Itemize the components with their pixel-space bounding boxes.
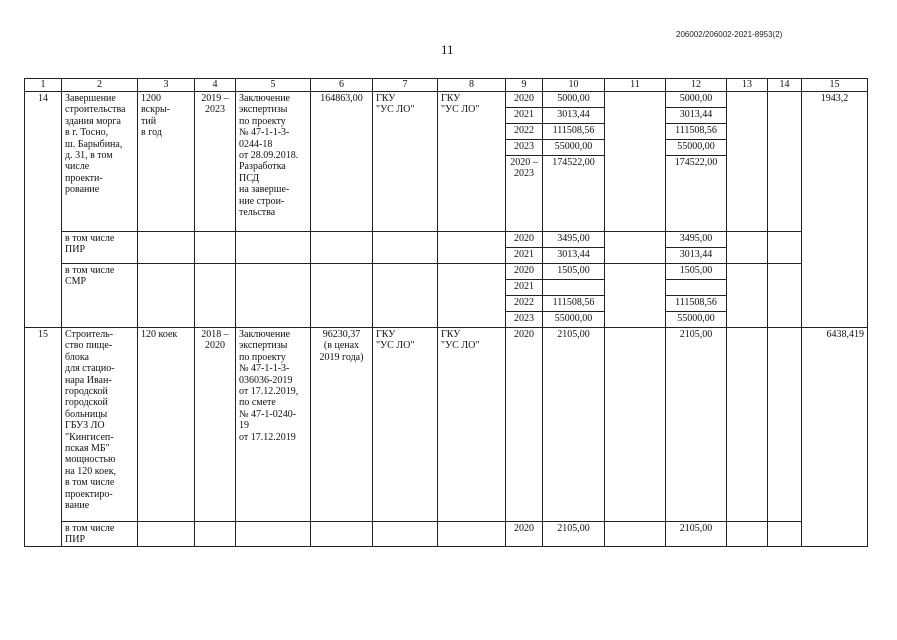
empty-cell [311, 264, 373, 328]
empty-cell [438, 264, 506, 328]
empty-cell [768, 522, 802, 547]
header-cell: 13 [727, 79, 768, 92]
empty-cell [311, 232, 373, 264]
year-cell: 2021 [506, 108, 543, 124]
empty-cell [138, 264, 195, 328]
amount-cell: 3013,44 [543, 108, 605, 124]
empty-cell [438, 232, 506, 264]
investment-table [24, 78, 868, 547]
capacity-cell: 1200 вскры- тий в год [138, 92, 195, 232]
amount-cell [666, 280, 727, 296]
empty-cell [727, 328, 768, 522]
amount-cell: 111508,56 [666, 296, 727, 312]
item-number-cell: 15 [25, 328, 62, 547]
amount-cell: 111508,56 [666, 124, 727, 140]
year-cell: 2020 [506, 264, 543, 280]
amount-cell: 5000,00 [543, 92, 605, 108]
subitem-label-cell: в том числе СМР [62, 264, 138, 328]
amount-cell: 55000,00 [666, 312, 727, 328]
amount-cell [543, 280, 605, 296]
year-cell: 2020 [506, 522, 543, 547]
empty-cell [373, 232, 438, 264]
empty-cell [605, 264, 666, 328]
empty-cell [768, 92, 802, 232]
header-cell: 8 [438, 79, 506, 92]
amount-cell: 174522,00 [543, 156, 605, 232]
empty-cell [373, 522, 438, 547]
amount-cell: 55000,00 [666, 140, 727, 156]
year-cell: 2023 [506, 312, 543, 328]
empty-cell [311, 522, 373, 547]
empty-cell [438, 522, 506, 547]
header-cell: 14 [768, 79, 802, 92]
conclusion-cell: Заключение экспертизы по проекту № 47-1-1-3- 0244-18 от 28.09.2018. Разработка ПСД на заверше- ние строи- тельства [236, 92, 311, 232]
year-cell: 2020 [506, 92, 543, 108]
empty-cell [605, 328, 666, 522]
year-cell: 2022 [506, 124, 543, 140]
object-name-cell: Завершение строительства здания морга в г. Тосно, ш. Барыбина, д. 31, в том числе проекти- рование [62, 92, 138, 232]
empty-cell [195, 522, 236, 547]
table-row [25, 92, 868, 108]
developer-cell: ГКУ "УС ЛО" [438, 92, 506, 232]
conclusion-cell: Заключение экспертизы по проекту № 47-1-1-3- 036036-2019 от 17.12.2019, по смете № 47-1-0240- 19 от 17.12.2019 [236, 328, 311, 522]
empty-cell [373, 264, 438, 328]
item-number-cell: 14 [25, 92, 62, 328]
developer-cell: ГКУ "УС ЛО" [438, 328, 506, 522]
customer-cell: ГКУ "УС ЛО" [373, 328, 438, 522]
amount-cell: 111508,56 [543, 124, 605, 140]
subitem-label-cell: в том числе ПИР [62, 522, 138, 547]
amount-cell: 1505,00 [543, 264, 605, 280]
amount-cell: 3013,44 [666, 248, 727, 264]
amount-cell: 5000,00 [666, 92, 727, 108]
empty-cell [236, 232, 311, 264]
amount-cell: 1505,00 [666, 264, 727, 280]
header-cell: 10 [543, 79, 605, 92]
table-row [25, 522, 868, 547]
year-cell: 2020 [506, 328, 543, 522]
empty-cell [195, 232, 236, 264]
document-id: 206002/206002-2021-8953(2) [676, 30, 783, 39]
cost-cell: 96230,37 (в ценах 2019 года) [311, 328, 373, 522]
subitem-label-cell: в том числе ПИР [62, 232, 138, 264]
amount-cell: 2105,00 [543, 522, 605, 547]
header-cell: 5 [236, 79, 311, 92]
empty-cell [605, 232, 666, 264]
header-cell: 6 [311, 79, 373, 92]
page-number: 11 [441, 42, 454, 57]
empty-cell [768, 232, 802, 264]
empty-cell [727, 92, 768, 232]
capacity-cell: 120 коек [138, 328, 195, 522]
year-cell: 2020 – 2023 [506, 156, 543, 232]
col15-cell: 6438,419 [802, 328, 868, 547]
period-cell: 2019 – 2023 [195, 92, 236, 232]
amount-cell: 55000,00 [543, 312, 605, 328]
amount-cell: 55000,00 [543, 140, 605, 156]
amount-cell: 174522,00 [666, 156, 727, 232]
header-cell: 4 [195, 79, 236, 92]
amount-cell: 3013,44 [543, 248, 605, 264]
year-cell: 2021 [506, 248, 543, 264]
empty-cell [605, 522, 666, 547]
customer-cell: ГКУ "УС ЛО" [373, 92, 438, 232]
header-cell: 7 [373, 79, 438, 92]
empty-cell [768, 264, 802, 328]
empty-cell [768, 328, 802, 522]
table-header-row [25, 79, 868, 92]
empty-cell [138, 232, 195, 264]
cost-cell: 164863,00 [311, 92, 373, 232]
table-row [25, 232, 868, 248]
empty-cell [138, 522, 195, 547]
table-row [25, 328, 868, 522]
amount-cell: 3013,44 [666, 108, 727, 124]
table-row [25, 264, 868, 280]
amount-cell: 111508,56 [543, 296, 605, 312]
header-cell: 2 [62, 79, 138, 92]
year-cell: 2022 [506, 296, 543, 312]
amount-cell: 2105,00 [666, 328, 727, 522]
header-cell: 11 [605, 79, 666, 92]
header-cell: 3 [138, 79, 195, 92]
empty-cell [727, 232, 768, 264]
year-cell: 2023 [506, 140, 543, 156]
col15-cell: 1943,2 [802, 92, 868, 328]
year-cell: 2020 [506, 232, 543, 248]
header-cell: 12 [666, 79, 727, 92]
year-cell: 2021 [506, 280, 543, 296]
amount-cell: 3495,00 [666, 232, 727, 248]
header-cell: 1 [25, 79, 62, 92]
empty-cell [195, 264, 236, 328]
empty-cell [727, 264, 768, 328]
header-cell: 15 [802, 79, 868, 92]
empty-cell [236, 264, 311, 328]
object-name-cell: Строитель- ство пище- блока для стацио- нара Иван- городской городской больницы ГБУЗ ЛО "Кингисеп- пская МБ" мощностью на 120 коек, в том числе проектиро- вание [62, 328, 138, 522]
empty-cell [727, 522, 768, 547]
amount-cell: 3495,00 [543, 232, 605, 248]
period-cell: 2018 – 2020 [195, 328, 236, 522]
amount-cell: 2105,00 [543, 328, 605, 522]
header-cell: 9 [506, 79, 543, 92]
empty-cell [605, 92, 666, 232]
amount-cell: 2105,00 [666, 522, 727, 547]
empty-cell [236, 522, 311, 547]
